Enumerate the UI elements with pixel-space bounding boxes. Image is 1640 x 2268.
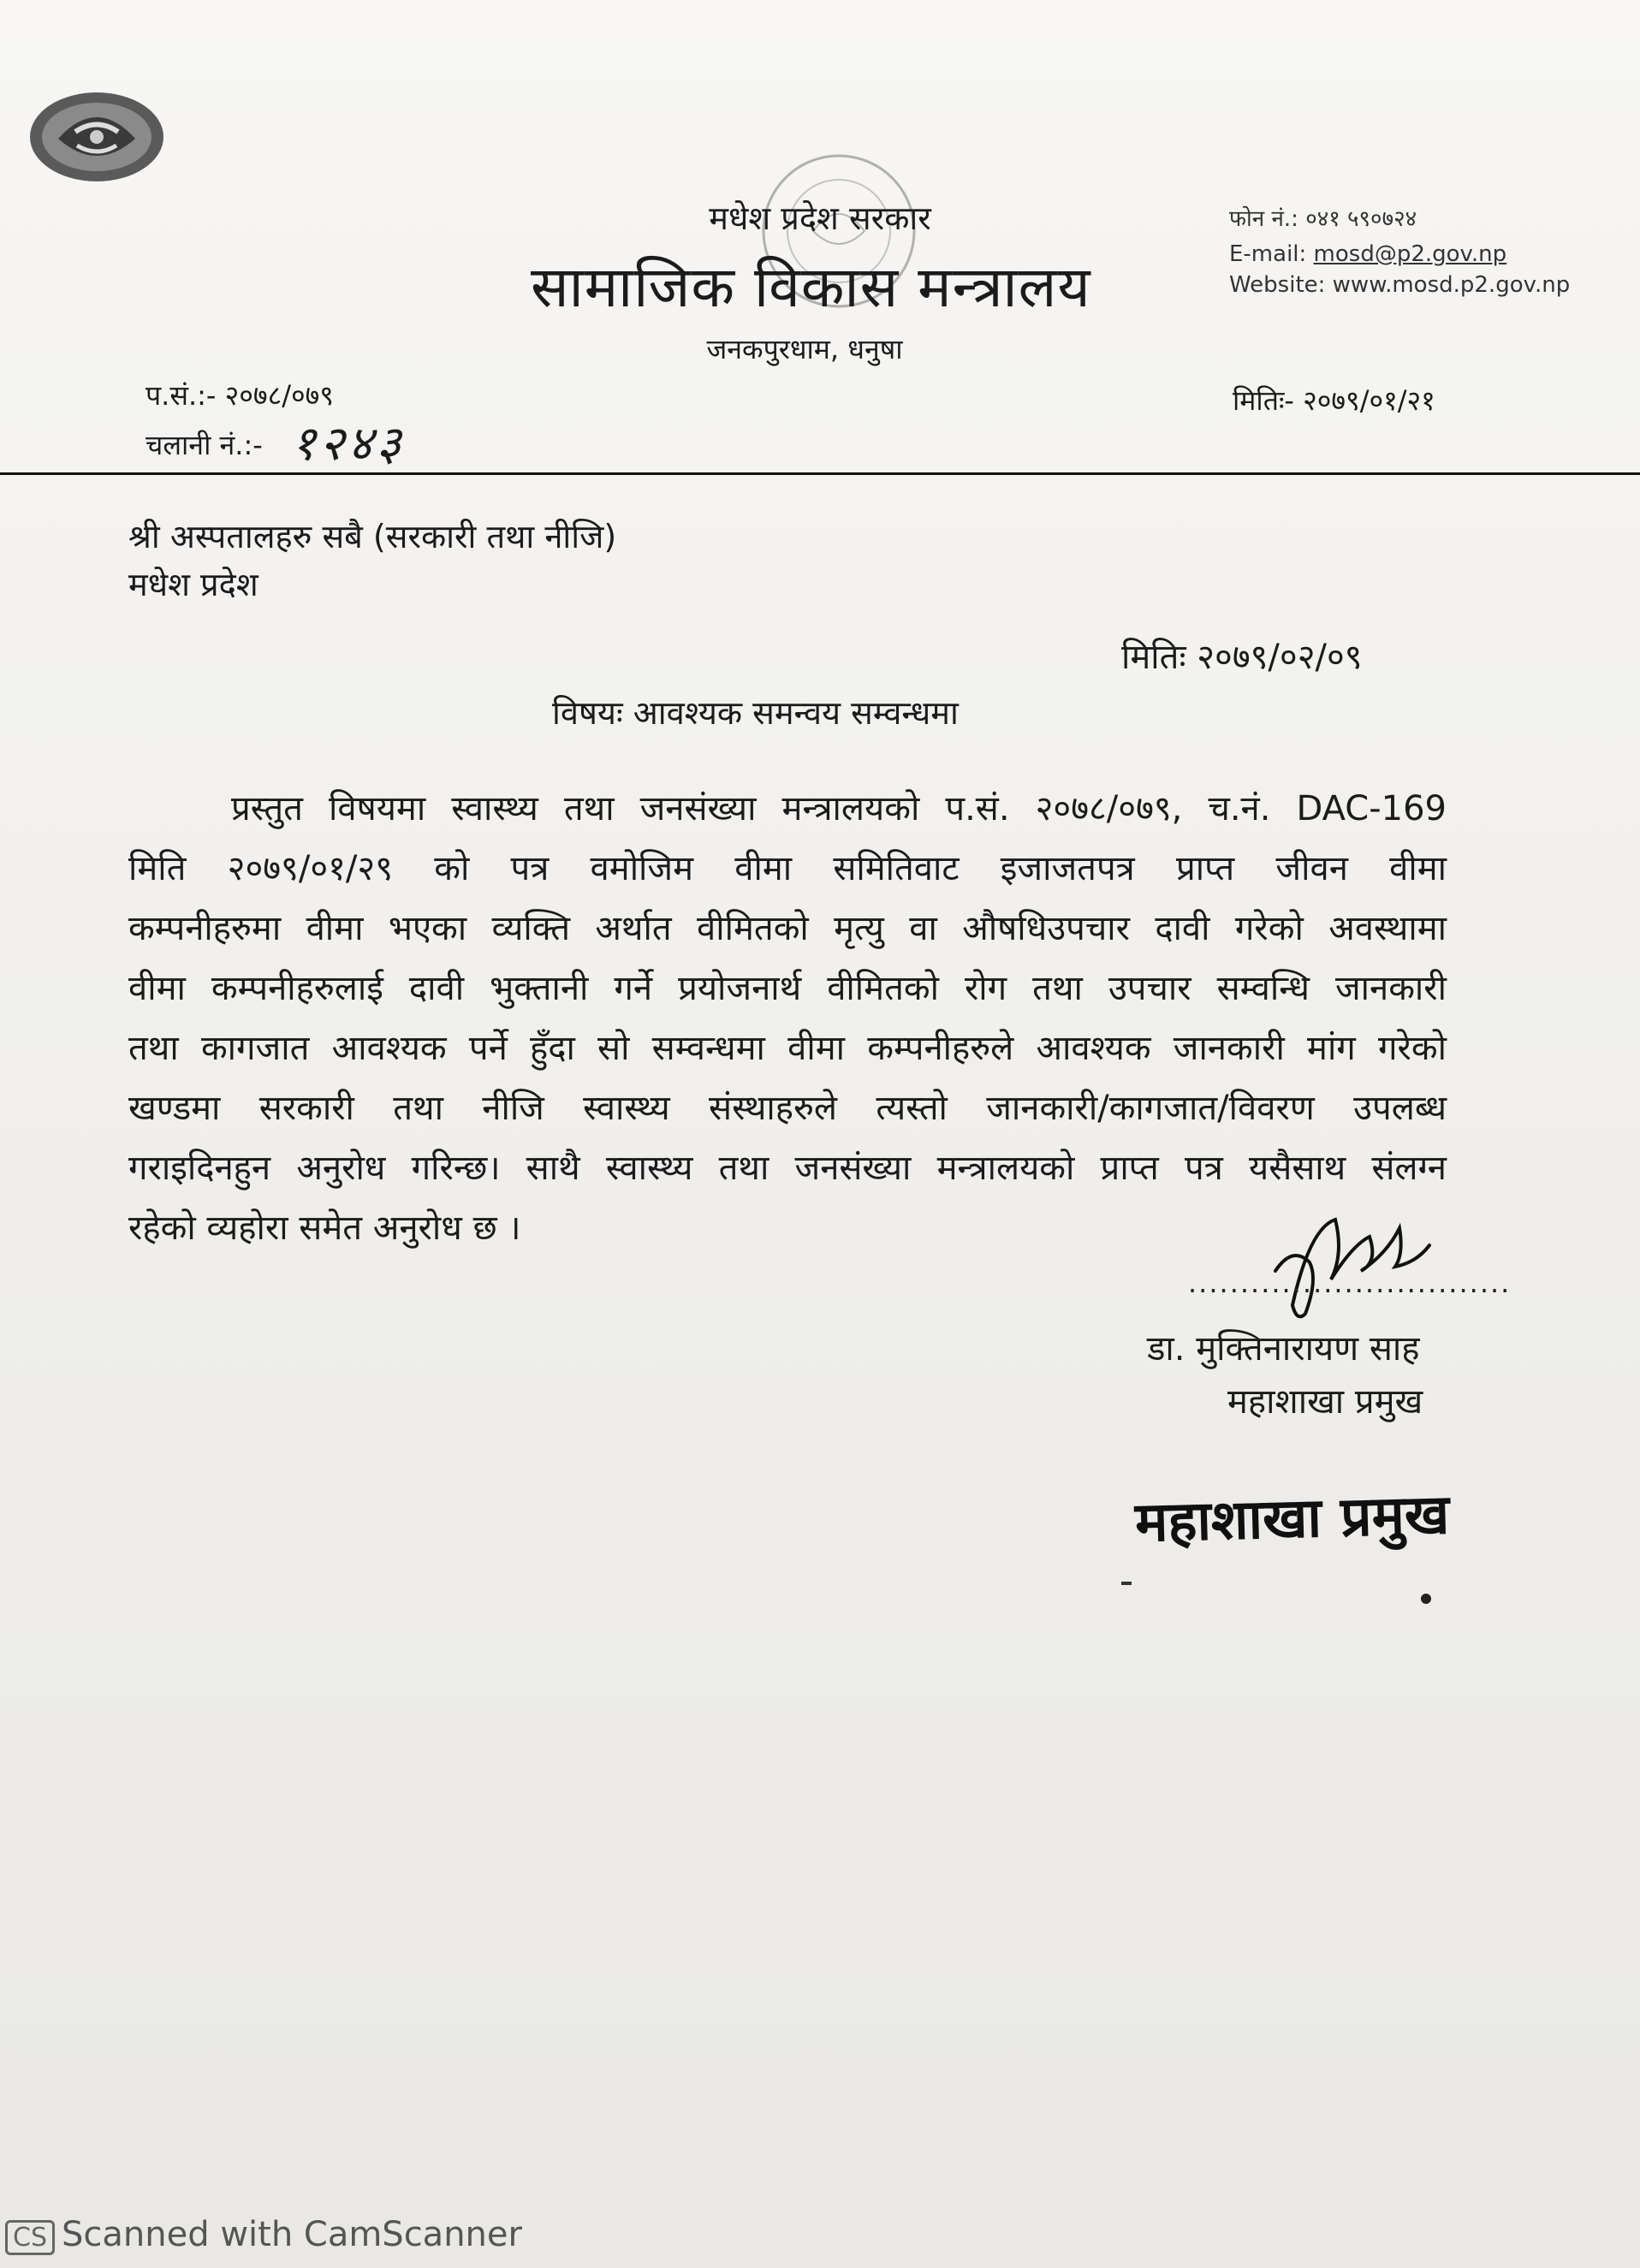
ministry-title: सामाजिक विकास मन्त्रालय: [531, 254, 1091, 320]
body-line: गराइदिनहुन अनुरोध गरिन्छ। साथै स्वास्थ्य तथा जनसंख्या मन्त्रालयको प्राप्त पत्र यसैसाथ संलग्न: [128, 1149, 1447, 1188]
letter-subject: विषयः आवश्यक समन्वय सम्वन्धमा: [552, 694, 959, 732]
letter-body: [128, 779, 1447, 1258]
scanner-text: Scanned with CamScanner: [62, 2215, 522, 2254]
dispatch-number-handwritten: १२४३: [291, 416, 405, 472]
header-divider: [0, 472, 1640, 475]
phone-number: फोन नं.: ०४१ ५९०७२४: [1229, 206, 1417, 232]
dispatch-label: चलानी नं.:-: [146, 429, 263, 461]
recipient-line-1: श्री अस्पतालहरु सबै (सरकारी तथा नीजि): [128, 518, 617, 555]
signatory-name: डा. मुक्तिनारायण साह: [1147, 1329, 1420, 1369]
ink-dot: [1421, 1594, 1431, 1604]
body-line: तथा कागजात आवश्यक पर्ने हुँदा सो सम्वन्धमा वीमा कम्पनीहरुले आवश्यक जानकारी मांग गरेको: [128, 1029, 1447, 1068]
recipient-line-2: मधेश प्रदेश: [128, 566, 258, 603]
body-line: मिति २०७९/०१/२९ को पत्र वमोजिम वीमा समितिवाट इजाजतपत्र प्राप्त जीवन वीमा: [128, 849, 1447, 888]
title-stamp: महाशाखा प्रमुख: [1134, 1483, 1451, 1555]
reference-number: प.सं.:- २०७८/०७९: [146, 379, 334, 412]
email-address[interactable]: mosd@p2.gov.np: [1313, 241, 1507, 267]
website-address: Website: www.mosd.p2.gov.np: [1229, 272, 1571, 298]
letter-date: मितिः २०७९/०२/०९: [1121, 638, 1363, 677]
scanner-watermark: [5, 2215, 522, 2255]
body-line: प्रस्तुत विषयमा स्वास्थ्य तथा जनसंख्या मन्त्रालयको प.सं. २०७८/०७९, च.नं. DAC-169: [231, 789, 1447, 828]
body-line: रहेको व्यहोरा समेत अनुरोध छ ।: [128, 1208, 521, 1248]
office-location: जनकपुरधाम, धनुषा: [706, 333, 903, 365]
email-line: [1229, 241, 1506, 267]
body-line: वीमा कम्पनीहरुलाई दावी भुक्तानी गर्ने प्रयोजनार्थ वीमितको रोग तथा उपचार सम्वन्धि जानकारी: [128, 969, 1447, 1008]
signature-line: ...............................: [1188, 1267, 1512, 1299]
nepal-emblem-icon: [24, 79, 169, 190]
government-name: मधेश प्रदेश सरकार: [709, 199, 931, 237]
signatory-title: महाशाखा प्रमुख: [1227, 1382, 1423, 1422]
email-label: E-mail:: [1229, 241, 1307, 267]
ink-mark: [1121, 1582, 1132, 1585]
header-date: मितिः- २०७९/०१/२१: [1233, 384, 1435, 417]
signature-scribble: [1258, 1194, 1447, 1331]
body-line: कम्पनीहरुमा वीमा भएका व्यक्ति अर्थात वीमितको मृत्यु वा औषधिउपचार दावी गरेको अवस्थामा: [128, 909, 1447, 948]
body-line: खण्डमा सरकारी तथा नीजि स्वास्थ्य संस्थाहरुले त्यस्तो जानकारी/कागजात/विवरण उपलब्ध: [128, 1089, 1447, 1128]
camscanner-logo-icon: CS: [5, 2220, 55, 2255]
